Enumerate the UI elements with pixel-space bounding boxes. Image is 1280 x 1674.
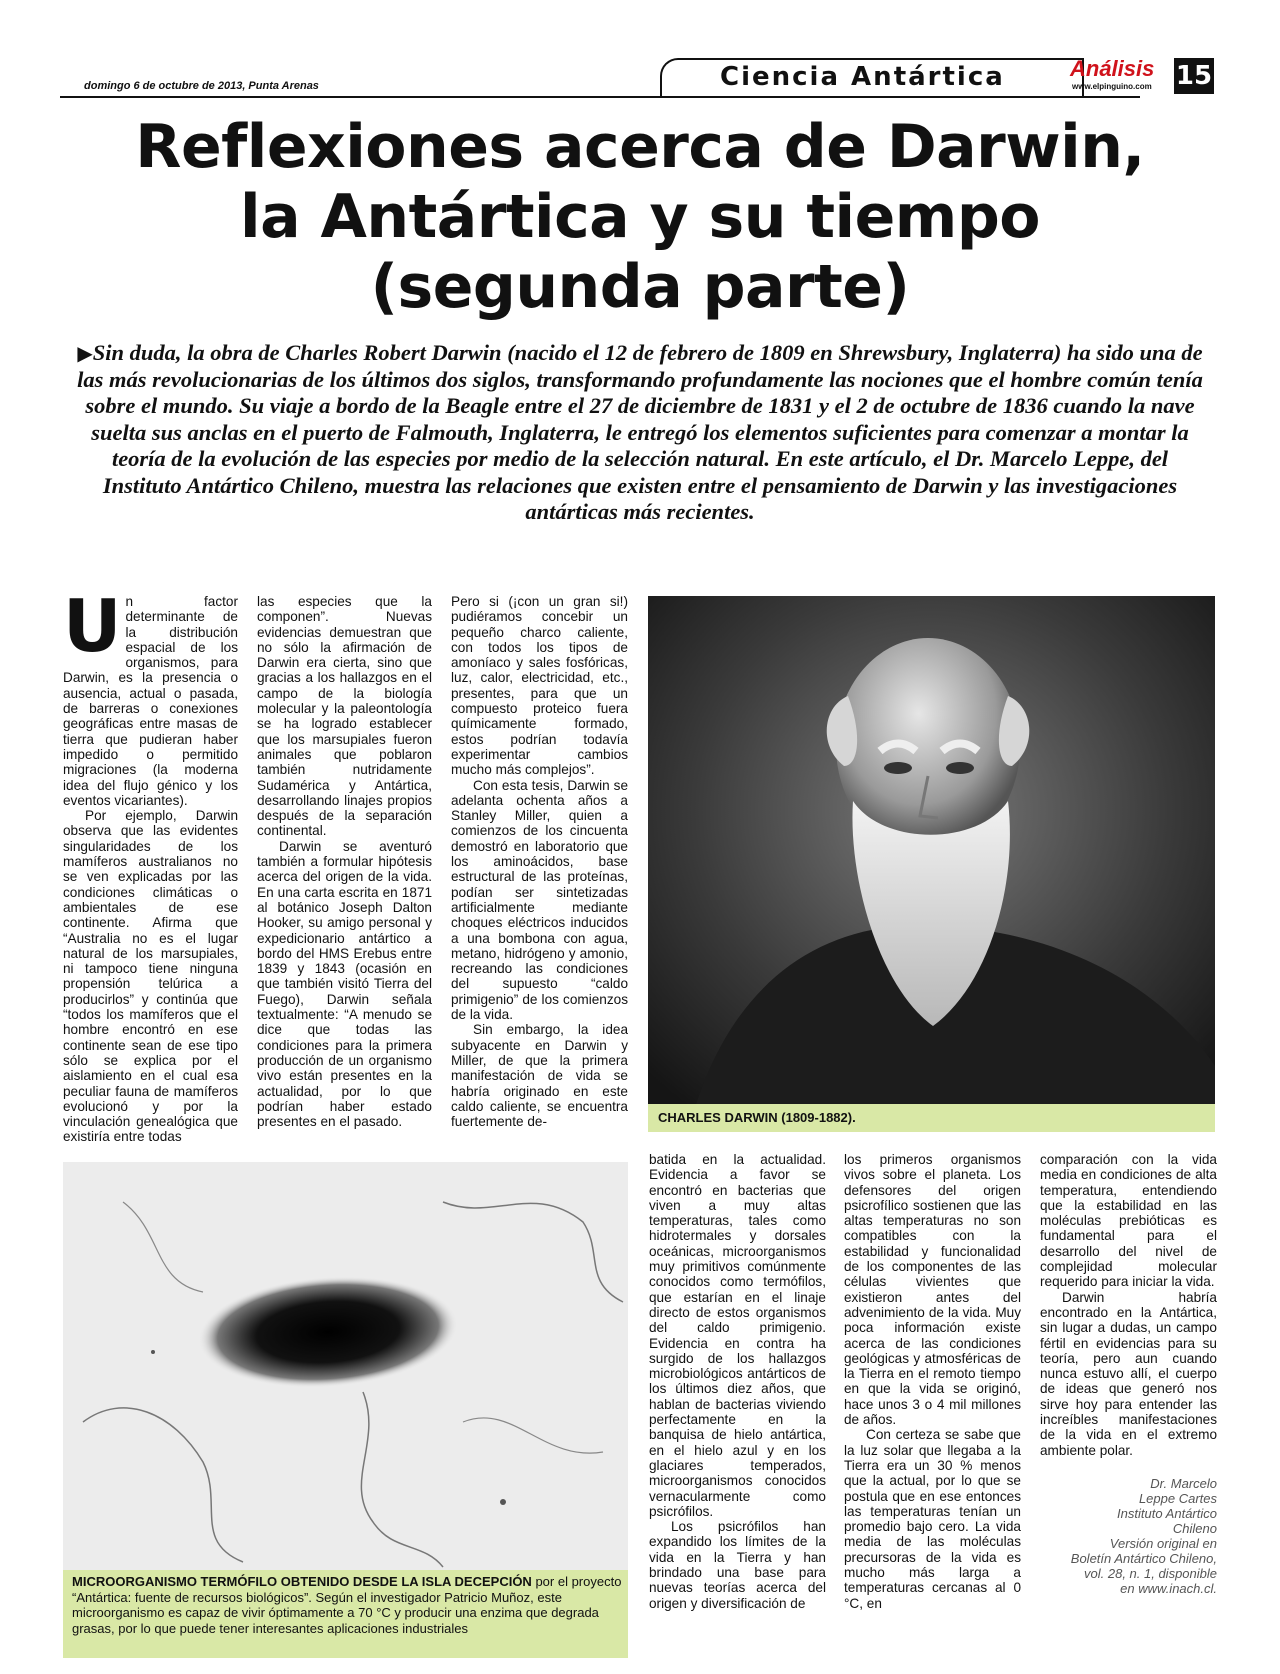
article-title xyxy=(60,112,1220,322)
paragraph: Pero si (¡con un gran si!) pudiéramos concebir un pequeño charco caliente, con todos los tipos de amoníaco y sales fosfóricas, luz, calor, electricidad, etc., presentes, para que un compuesto proteico fuera químicamente formado, estos podrían todavía experimentar cambios mucho más complejos”. xyxy=(451,594,628,778)
signature-line: Chileno xyxy=(1172,1520,1217,1536)
signature-line: vol. 28, n. 1, disponible xyxy=(1084,1565,1217,1581)
paragraph: batida en la actualidad. Evidencia a favor se encontró en bacterias que viven a muy altas temperaturas, tales como hidrotermales y dorsales oceánicas, microorganismos muy primitivos comúnmente conocidos como termófilos, que estarían en el linaje directo de estos organismos del caldo primigenio. Evidencia en contra ha surgido de los hallazgos microbiológicos antárticos de los últimos diez años, que hablan de bacterias viviendo perfectamente en la banquisa de hielo antártica, en el hielo azul y en los glaciares temperados, microorganismos conocidos vernacularmente como psicrófilos. xyxy=(649,1152,826,1519)
paragraph: Los psicrófilos han expandido los límites de la vida en la Tierra y han brindado una base para nuevas teorías acerca del origen y diversificación de xyxy=(649,1519,826,1611)
lead-text: Sin duda, la obra de Charles Robert Darwin (nacido el 12 de febrero de 1809 en Shrewsbury, Inglaterra) ha sido una de las más revolucionarias de los últimos dos siglos, transformando profundamente las nociones que el hombre común tenía sobre el mundo. Su viaje a bordo de la Beagle entre el 27 de diciembre de 1831 y el 2 de octubre de 1836 cuando la nave suelta sus anclas en el puerto de Falmouth, Inglaterra, le entregó los elementos suficientes para comenzar a montar la teoría de la evolución de las especies por medio de la selección natural. En este artículo, el Dr. Marcelo Leppe, del Instituto Antártico Chileno, muestra las relaciones que existen entre el pensamiento de Darwin y las investigaciones antárticas más recientes. xyxy=(77,340,1203,524)
signature-line: Instituto Antártico xyxy=(1117,1505,1217,1521)
paragraph: Darwin habría encontrado en la Antártica, sin lugar a dudas, un campo fértil en evidencias para su teoría, pero aun cuando nunca estuvo allí, el cuerpo de ideas que generó nos sirve hoy para entender las increíbles manifestaciones de la vida en el extremo ambiente polar. xyxy=(1040,1289,1217,1458)
text-column-6 xyxy=(1040,1152,1217,1657)
paragraph: Darwin se aventuró también a formular hipótesis acerca del origen de la vida. En una carta escrita en 1871 al botánico Joseph Dalton Hooker, su amigo personal y expedicionario antártico a bordo del HMS Erebus entre 1839 y 1843 (ocasión en que también visitó Tierra del Fuego), Darwin señala textualmente: “A menudo se dice que todas las condiciones para la primera producción de un organismo vivo están presentes en la actualidad, por lo que podrían haber estado presentes en el pasado. xyxy=(257,838,432,1130)
darwin-caption: CHARLES DARWIN (1809-1882). xyxy=(658,1110,856,1125)
drop-cap: U xyxy=(63,594,122,668)
text-column-1 xyxy=(63,594,238,1154)
microorganism-photo xyxy=(63,1162,628,1570)
paragraph: las especies que la componen”. Nuevas evidencias demuestran que no sólo la afirmación de Darwin era cierta, sino que gracias a los hallazgos en el campo de la biología molecular y la paleontología se ha logrado establecer que los marsupiales fueron animales que poblaron también nutridamente Sudamérica y Antártica, desarrollando linajes propios después de la separación continental. xyxy=(257,594,432,839)
newspaper-logo xyxy=(1070,56,1170,98)
signature-line: Dr. Marcelo xyxy=(1150,1475,1217,1491)
paragraph: Con esta tesis, Darwin se adelanta ochenta años a Stanley Miller, quien a comienzos de los cincuenta demostró en laboratorio que los aminoácidos, base estructural de las proteínas, podían ser sintetizadas artificialmente mediante choques eléctricos inducidos a una bombona con agua, metano, hidrógeno y amonio, recreando las condiciones del supuesto “caldo primigenio” de los comienzos de la vida. xyxy=(451,777,628,1023)
microorganism-caption xyxy=(72,1574,622,1636)
signature-line: Leppe Cartes xyxy=(1138,1490,1217,1506)
logo-url: www.elpinguino.com xyxy=(1072,82,1152,91)
paragraph: comparación con la vida media en condiciones de alta temperatura, entendiendo que la estabilidad en las moléculas prebióticas es fundamental para el desarrollo del nivel de complejidad molecular requerido para iniciar la vida. xyxy=(1040,1152,1217,1290)
text-column-3 xyxy=(451,594,628,1154)
darwin-portrait-illustration xyxy=(648,596,1215,1132)
title-line-1: Reflexiones acerca de Darwin, xyxy=(135,112,1145,182)
signature-line: Versión original en xyxy=(1109,1535,1217,1551)
text-column-2 xyxy=(257,594,432,1154)
signature-line: Boletín Antártico Chileno, xyxy=(1070,1550,1217,1566)
paragraph: los primeros organismos vivos sobre el planeta. Los defensores del origen psicrofílico sostienen que las altas temperaturas no son compatibles con la estabilidad y funcionalidad de los componentes de las células vivientes que existieron antes del advenimiento de la vida. Muy poca información existe acerca de las condiciones geológicas y atmosféricas de la Tierra en el remoto tiempo en que la vida se originó, hace unos 3 o 4 mil millones de años. xyxy=(844,1152,1021,1428)
title-line-3: (segunda parte) xyxy=(370,252,910,322)
text-column-5 xyxy=(844,1152,1021,1657)
section-title: Ciencia Antártica xyxy=(720,62,1005,92)
text-column-4 xyxy=(649,1152,826,1657)
article-lead xyxy=(70,340,1210,526)
caption-bold: MICROORGANISMO TERMÓFILO OBTENIDO DESDE LA ISLA DECEPCIÓN xyxy=(72,1574,532,1589)
paragraph: Con certeza se sabe que la luz solar que llegaba a la Tierra era un 30 % menos que la actual, por lo que se postula que en ese entonces las temperaturas tenían un promedio bajo cero. La vida media de las moléculas precursoras de la vida es mucho más larga a temperaturas cercanas al 0 °C, en xyxy=(844,1427,1021,1611)
triangle-bullet-icon: ▶ xyxy=(77,341,93,365)
darwin-photo xyxy=(648,596,1215,1132)
paragraph: Sin embargo, la idea subyacente en Darwin y Miller, de que la primera manifestación de vida se habría originado en este caldo caliente, se encuentra fuertemente de- xyxy=(451,1022,628,1130)
header-rule xyxy=(60,96,1140,98)
issue-date: domingo 6 de octubre de 2013, Punta Arenas xyxy=(84,80,319,92)
signature-line: en www.inach.cl. xyxy=(1120,1580,1217,1596)
author-signature xyxy=(1040,1476,1217,1596)
paragraph: Un factor determinante de la distribución espacial de los organismos, para Darwin, es la presencia o ausencia, actual o pasada, de barreras o conexiones geográficas entre masas de tierra que pudieran haber impedido o permitido migraciones (la moderna idea del flujo génico y los eventos vicariantes). xyxy=(63,594,238,808)
caption-rest: por el proyecto “Antártica: fuente de recursos biológicos”. Según el investigador Patricio Muñoz, este microorganismo es capaz de vivir óptimamente a 70 °C y producir una enzima que degrada grasas, por lo que puede tener interesantes aplicaciones industriales xyxy=(72,1574,622,1636)
microorganism-illustration xyxy=(63,1162,628,1570)
title-line-2: la Antártica y su tiempo xyxy=(240,182,1040,252)
logo-text: Análisis xyxy=(1070,56,1155,81)
paragraph: Por ejemplo, Darwin observa que las evidentes singularidades de los mamíferos australianos no se ven explicadas por las condiciones climáticas o ambientales de ese continente. Afirma que “Australia no es el lugar natural de los marsupiales, ni tampoco tiene ninguna propensión telúrica a producirlos” y continúa que “todos los mamíferos que el hombre encontró en ese continente sean de ese tipo sólo se explica por el aislamiento en el cual esa peculiar fauna de mamíferos evolucionó y por la vinculación genealógica que existiría entre todas xyxy=(63,808,238,1145)
page-number: 15 xyxy=(1174,58,1214,94)
